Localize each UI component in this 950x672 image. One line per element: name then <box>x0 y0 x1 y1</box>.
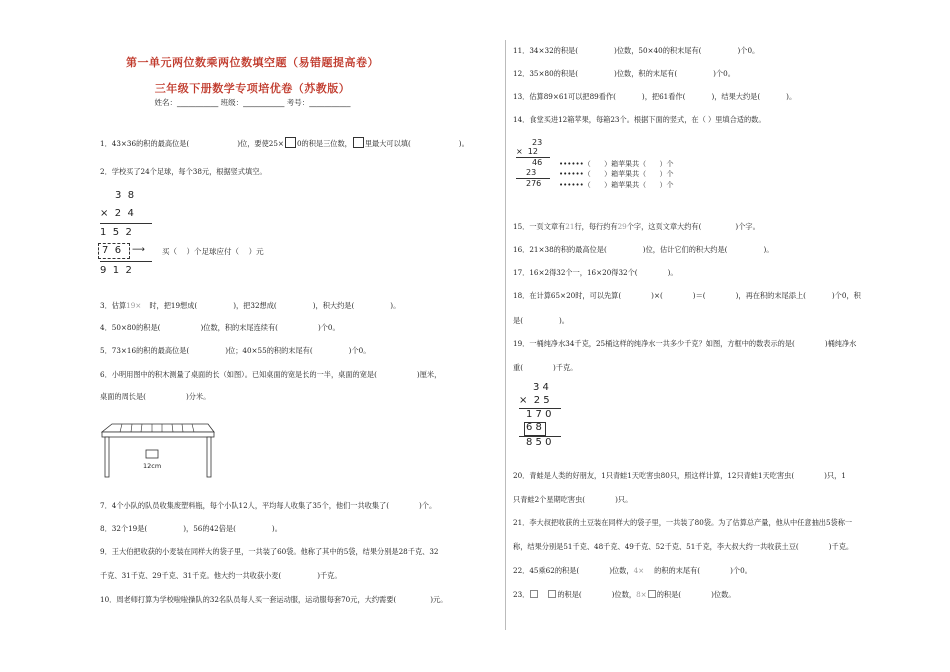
question-19-cont: 重( )千克。 <box>513 363 578 372</box>
name-label: 姓名： <box>154 98 177 107</box>
question-19: 19．一桶纯净水34千克，25桶这样的纯净水一共多少千克？如图，方框中的数表示的是( )桶纯净水 <box>513 339 857 348</box>
question-6: 6．小明用图中的积木测量了桌面的长（如图）。已知桌面的宽是长的一半，桌面的宽是( )厘米， <box>100 370 442 379</box>
calc-line <box>100 223 152 224</box>
question-20-cont: 只青蛙2个星期吃害虫( )只。 <box>513 495 633 504</box>
calc-row: 1 7 0 <box>526 409 552 420</box>
table-top <box>102 424 214 432</box>
question-11: 11．34×32的积是( )位数，50×40的积末尾有( )个0。 <box>513 46 760 55</box>
table-with-blocks-illustration <box>98 418 218 484</box>
number-blank[interactable]: ___________ <box>309 98 351 107</box>
worksheet-subtitle: 三年级下册数学专项培优卷（苏教版） <box>154 82 351 95</box>
question-2: 2．学校买了24个足球，每个38元，根据竖式填空。 <box>100 167 267 176</box>
question-12: 12．35×80的积是( )位数，积的末尾有( )个0。 <box>513 69 735 78</box>
question-14: 14．食堂买进12箱苹果，每箱23个。根据下面的竖式，在（ ）里填合适的数。 <box>513 115 766 124</box>
square-blank-icon <box>648 590 656 598</box>
block-length-label: 12cm <box>143 462 162 470</box>
table-edge <box>102 432 214 437</box>
calc-explain: ••••••（ ）箱苹果共（ ）个 <box>559 181 674 189</box>
number-label: 考号： <box>286 98 310 107</box>
question-15: 15．一页文章有21行，每行约有29个字，这页文章大约有( )个字。 <box>513 222 760 231</box>
question-16: 16．21×38的积的最高位是( )位，估计它们的积大约是( )。 <box>513 245 774 254</box>
calc-row: 3 4 <box>533 382 549 393</box>
calc-row: 8 5 0 <box>526 437 552 448</box>
question-8: 8．32个19是( )，56的42倍是( )。 <box>100 524 282 533</box>
question-20: 20．青蛙是人类的好朋友，1只青蛙1天吃害虫80只，照这样计算，12只青蛙1天吃害虫( )只，1 <box>513 471 846 480</box>
question-13: 13．估算89×61可以把89看作( )，把61看作( )，结果大约是( )。 <box>513 92 797 101</box>
question-3: 3．估算19× 时，把19想成( )，把32想成( )，积大约是( )。 <box>100 301 401 310</box>
column-divider <box>505 40 506 630</box>
q14-vertical-calc <box>513 138 733 192</box>
calc-row: 23 <box>526 168 537 177</box>
class-blank[interactable]: ___________ <box>243 98 285 107</box>
calc-row: × 2 5 <box>519 395 550 406</box>
question-21-cont: 称，结果分别是51千克、48千克、49千克、52千克、51千克，李大叔大约一共收获土豆( )千克。 <box>513 542 854 551</box>
arrow-icon: ⟶ <box>132 245 145 255</box>
calc-row: 7 6 <box>102 245 122 256</box>
calc-row: 23 <box>532 138 543 147</box>
calc-row: 3 8 <box>115 190 135 201</box>
worksheet-title: 第一单元两位数乘两位数填空题（易错题提高卷） <box>126 56 379 69</box>
q2-vertical-calc <box>100 190 280 280</box>
question-6-cont: 桌面的周长是( )分米。 <box>100 392 211 401</box>
calc-row: 1 5 2 <box>100 227 132 238</box>
name-blank[interactable]: ___________ <box>176 98 219 107</box>
table-leg <box>105 437 109 477</box>
calc-row: 9 1 2 <box>100 265 132 276</box>
calc-row: 6 8 <box>526 422 542 433</box>
student-info-line <box>0 97 505 108</box>
square-blank-icon <box>353 137 364 148</box>
calc-explain: ••••••（ ）箱苹果共（ ）个 <box>559 170 674 178</box>
question-17: 17．16×2得32个一，16×20得32个( )。 <box>513 268 678 277</box>
square-blank-icon <box>548 590 556 598</box>
calc-explain: ••••••（ ）箱苹果共（ ）个 <box>559 160 674 168</box>
table-leg <box>207 437 211 477</box>
class-label: 班级： <box>220 98 244 107</box>
question-22: 22．45乘62的积是( )位数，4× 的积的末尾有( )个0。 <box>513 566 752 575</box>
question-5: 5．73×16的积的最高位是( )位；40×55的积的末尾有( )个0。 <box>100 346 371 355</box>
square-blank-icon <box>285 137 296 148</box>
question-10: 10．周老师打算为学校啦啦操队的32名队员每人买一套运动服，运动服每套70元，大约需要( )元。 <box>100 595 448 604</box>
calc-row: 276 <box>526 179 542 188</box>
calc-row: 46 <box>532 158 543 167</box>
question-9-cont: 千克、31千克、29千克、31千克。他大约一共收获小麦( )千克。 <box>100 571 342 580</box>
calc-row: × 12 <box>516 147 538 156</box>
calc-row: × 2 4 <box>100 208 134 219</box>
question-9: 9．王大伯把收获的小麦装在同样大的袋子里，一共装了60袋。他称了其中的5袋，结果分别是28千克、32 <box>100 547 439 556</box>
square-blank-icon <box>530 590 538 598</box>
question-1: 1．43×36的积的最高位是( )位，要使25× 0的积是三位数， 里最大可以填( )。 <box>100 139 469 148</box>
question-18: 18．在计算65×20时，可以先算( )×( )＝( )，再在积的末尾添上( )个0，积 <box>513 291 861 300</box>
q19-vertical-calc <box>513 382 593 452</box>
single-block <box>146 450 158 458</box>
question-7: 7．4个小队的队员收集废塑料瓶，每个小队12人，平均每人收集了35个，他们一共收集了( )个。 <box>100 501 437 510</box>
q2-note: 买（ ）个足球应付（ ）元 <box>162 247 264 256</box>
question-4: 4．50×80的积是( )位数，积的末尾连续有( )个0。 <box>100 323 340 332</box>
calc-line <box>100 261 152 262</box>
question-23: 23． 的积是( )位数，8× 的积是( )位数。 <box>513 590 736 599</box>
question-18-cont: 是( )。 <box>513 316 569 325</box>
question-21: 21．李大叔把收获的土豆装在同样大的袋子里，一共装了80袋。为了估算总产量，他从中任意抽出5袋称一 <box>513 518 853 527</box>
